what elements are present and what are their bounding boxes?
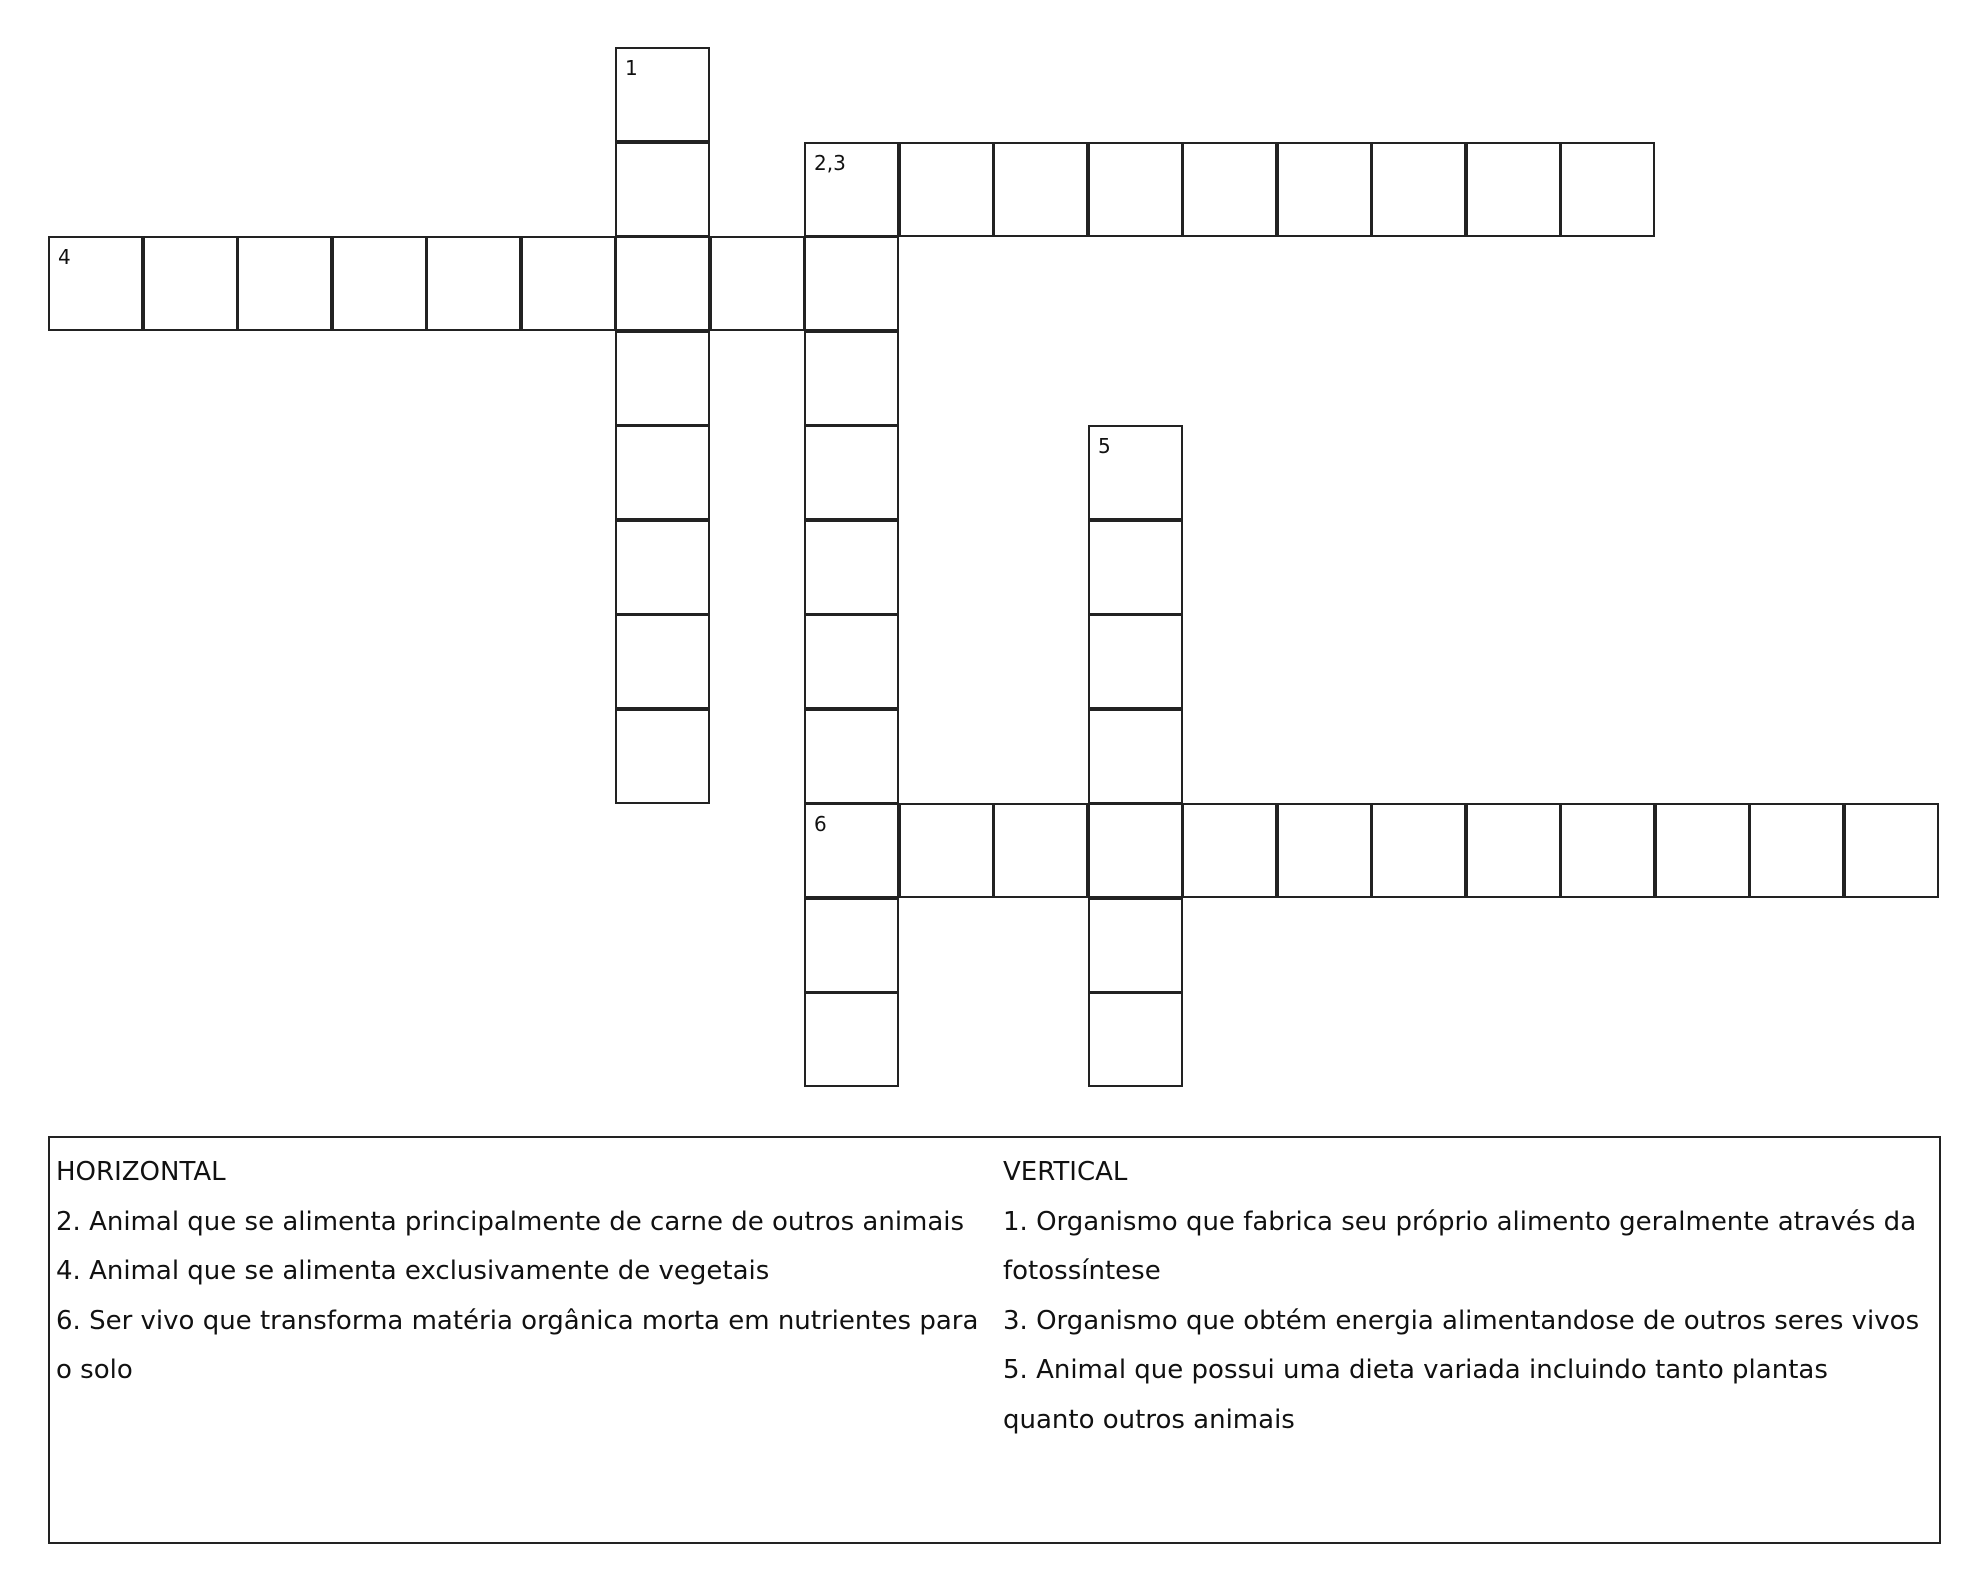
clue-vertical-5: 5. Animal que possui uma dieta variada incluindo tanto plantas quanto outros animais	[1003, 1355, 1828, 1435]
clues-box	[48, 1136, 1941, 1544]
clue-horizontal-4: 4. Animal que se alimenta exclusivamente de vegetais	[56, 1256, 770, 1286]
grid-cell[interactable]	[615, 614, 710, 709]
grid-cell[interactable]	[1088, 425, 1183, 520]
grid-cell[interactable]	[1088, 803, 1183, 898]
grid-cell[interactable]	[804, 614, 899, 709]
grid-cell[interactable]	[332, 236, 427, 331]
grid-cell[interactable]	[804, 992, 899, 1087]
grid-cell[interactable]	[804, 898, 899, 993]
grid-cell[interactable]	[1088, 520, 1183, 615]
grid-cell[interactable]	[1466, 142, 1561, 237]
grid-cell[interactable]	[615, 236, 710, 331]
vertical-heading: VERTICAL	[1003, 1157, 1128, 1187]
grid-cell[interactable]	[899, 803, 994, 898]
grid-cell[interactable]	[1371, 142, 1466, 237]
clue-vertical-1: 1. Organismo que fabrica seu próprio alimento geralmente através da fotossíntese	[1003, 1206, 1917, 1286]
grid-cell[interactable]	[48, 236, 143, 331]
grid-cell[interactable]	[615, 709, 710, 804]
grid-cell[interactable]	[1088, 142, 1183, 237]
grid-cell[interactable]	[143, 236, 238, 331]
grid-cell[interactable]	[804, 142, 899, 237]
grid-cell[interactable]	[804, 709, 899, 804]
grid-cell[interactable]	[899, 142, 994, 237]
grid-cell[interactable]	[1088, 992, 1183, 1087]
grid-cell[interactable]	[804, 803, 899, 898]
grid-cell[interactable]	[1749, 803, 1844, 898]
grid-cell[interactable]	[615, 331, 710, 426]
vertical-clues	[1003, 1148, 1923, 1445]
grid-cell[interactable]	[1088, 898, 1183, 993]
grid-cell[interactable]	[1466, 803, 1561, 898]
grid-cell[interactable]	[804, 236, 899, 331]
grid-cell[interactable]	[615, 142, 710, 237]
grid-cell[interactable]	[1655, 803, 1750, 898]
clue-number: 4	[58, 245, 71, 269]
grid-cell[interactable]	[615, 520, 710, 615]
grid-cell[interactable]	[1088, 709, 1183, 804]
grid-cell[interactable]	[804, 331, 899, 426]
grid-cell[interactable]	[1277, 142, 1372, 237]
grid-cell[interactable]	[237, 236, 332, 331]
grid-cell[interactable]	[1844, 803, 1939, 898]
grid-cell[interactable]	[1560, 803, 1655, 898]
grid-cell[interactable]	[804, 520, 899, 615]
clue-number: 2,3	[814, 151, 846, 175]
grid-cell[interactable]	[1371, 803, 1466, 898]
grid-cell[interactable]	[1182, 803, 1277, 898]
grid-cell[interactable]	[615, 425, 710, 520]
clue-number: 6	[814, 812, 827, 836]
horizontal-heading: HORIZONTAL	[56, 1157, 226, 1187]
grid-cell[interactable]	[426, 236, 521, 331]
grid-cell[interactable]	[710, 236, 805, 331]
grid-cell[interactable]	[1088, 614, 1183, 709]
grid-cell[interactable]	[1560, 142, 1655, 237]
clue-number: 1	[625, 56, 638, 80]
clue-horizontal-2: 2. Animal que se alimenta principalmente de carne de outros animais	[56, 1206, 965, 1237]
horizontal-clues	[56, 1148, 986, 1396]
grid-cell[interactable]	[993, 142, 1088, 237]
clue-horizontal-6: 6. Ser vivo que transforma matéria orgânica morta em nutrientes para o solo	[56, 1305, 979, 1385]
grid-cell[interactable]	[521, 236, 616, 331]
grid-cell[interactable]	[615, 47, 710, 142]
grid-cell[interactable]	[1277, 803, 1372, 898]
grid-cell[interactable]	[804, 425, 899, 520]
clue-vertical-3: 3. Organismo que obtém energia alimentandose de outros seres vivos	[1003, 1305, 1920, 1336]
clue-number: 5	[1098, 434, 1111, 458]
grid-cell[interactable]	[1182, 142, 1277, 237]
grid-cell[interactable]	[993, 803, 1088, 898]
